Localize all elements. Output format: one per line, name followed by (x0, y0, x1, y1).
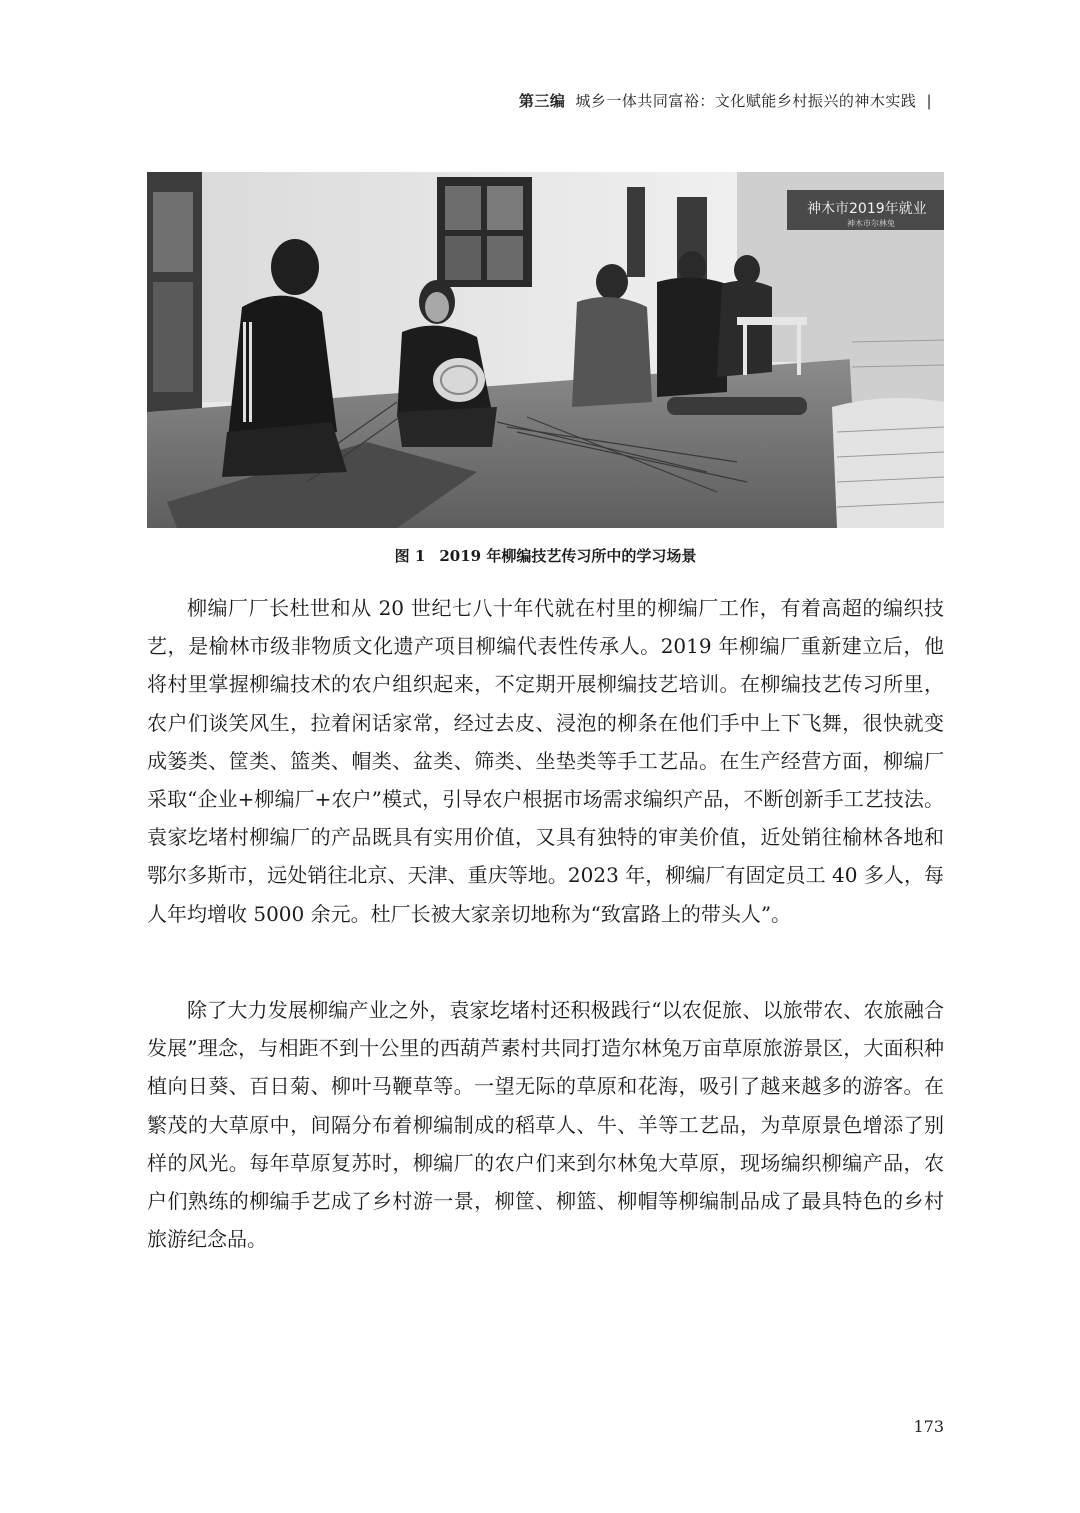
body-paragraph: 柳编厂厂长杜世和从 20 世纪七八十年代就在村里的柳编厂工作，有着高超的编织技艺，是榆林市级非物质文化遗产项目柳编代表性传承人。2019 年柳编厂重新建立后，他将村里掌握柳编技术的农户组织起来，不定期开展柳编技艺培训。在柳编技艺传习所里，农户们谈笑风生，拉着闲话家常，经过去皮、浸泡的柳条在他们手中上下飞舞，很快就变成篓类、筐类、篮类、帽类、盆类、筛类、坐垫类等手工艺品。在生产经营方面，柳编厂采取“企业+柳编厂+农户”模式，引导农户根据市场需求编织产品，不断创新手工艺技法。袁家圪堵村柳编厂的产品既具有实用价值，又具有独特的审美价值，近处销往榆林各地和鄂尔多斯市，远处销往北京、天津、重庆等地。2023 年，柳编厂有固定员工 40 多人，每人年均增收 5000 余元。杜厂长被大家亲切地称为“致富路上的带头人”。 (147, 596, 944, 926)
chapter-label: 第三编 (518, 92, 566, 110)
figure-caption-text: 2019 年柳编技艺传习所中的学习场景 (439, 547, 697, 565)
banner-text: 神木市2019年就业 (807, 201, 927, 217)
figure-number: 图 1 (394, 547, 426, 565)
chapter-title: 城乡一体共同富裕：文化赋能乡村振兴的神木实践 (575, 92, 917, 110)
rolled-mat (667, 397, 807, 415)
page-number: 173 (913, 1417, 944, 1436)
window (627, 187, 645, 277)
banner-subtext: 神木市尔林兔 (847, 219, 895, 228)
figure-photo (147, 172, 944, 528)
running-header (519, 90, 932, 111)
body-paragraph: 除了大力发展柳编产业之外，袁家圪堵村还积极践行“以农促旅、以旅带农、农旅融合发展”理念，与相距不到十公里的西葫芦素村共同打造尔林兔万亩草原旅游景区，大面积种植向日葵、百日菊、柳叶马鞭草等。一望无际的草原和花海，吸引了越来越多的游客。在繁茂的大草原中，间隔分布着柳编制成的稻草人、牛、羊等工艺品，为草原景色增添了别样的风光。每年草原复苏时，柳编厂的农户们来到尔林兔大草原，现场编织柳编产品，农户们熟练的柳编手艺成了乡村游一景，柳筐、柳篮、柳帽等柳编制品成了最具特色的乡村旅游纪念品。 (147, 998, 944, 1252)
photo-illustration (147, 172, 944, 528)
figure-caption (147, 545, 944, 566)
body-paragraph-block-1 (147, 589, 944, 933)
body-paragraph-block-2 (147, 991, 944, 1258)
header-separator: | (926, 91, 932, 110)
